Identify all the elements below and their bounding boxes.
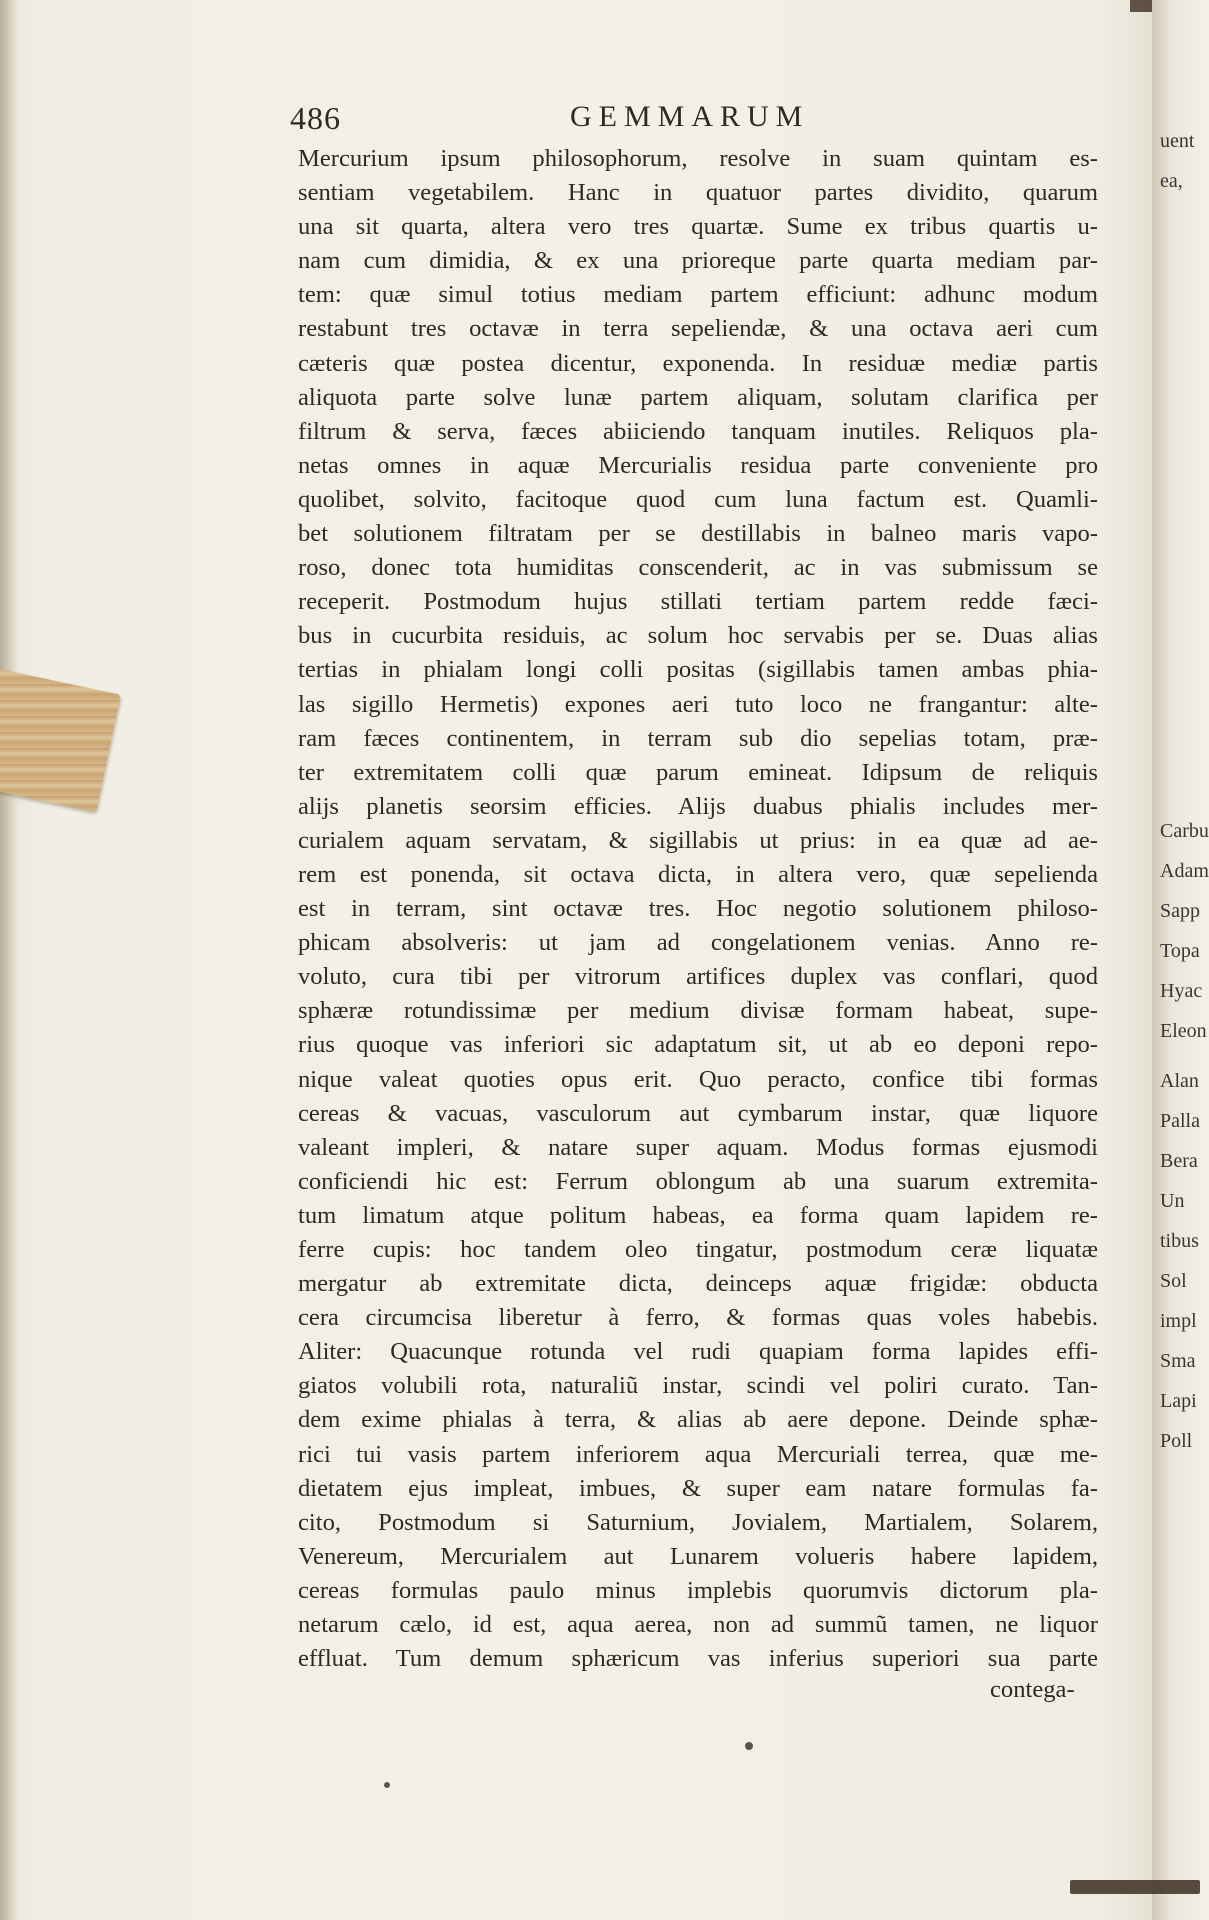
text-line: cæteris quæ postea dicentur, exponenda. In residuæ mediæ partis xyxy=(298,349,1098,377)
margin-fragment: Alan xyxy=(1160,1070,1199,1092)
text-line: tertias in phialam longi colli positas (sigillabis tamen ambas phia- xyxy=(298,656,1098,684)
margin-fragment: Topa xyxy=(1160,940,1200,962)
running-head xyxy=(260,100,1060,140)
binding-edge xyxy=(0,0,18,1920)
text-line: rius quoque vas inferiori sic adaptatum sit, ut ab eo deponi repo- xyxy=(298,1031,1098,1059)
text-line: dietatem ejus impleat, imbues, & super eam natare formulas fa- xyxy=(298,1474,1098,1502)
text-line: cereas & vacuas, vasculorum aut cymbarum instar, quæ liquore xyxy=(298,1099,1098,1127)
bottom-edge-stain xyxy=(1070,1880,1200,1894)
margin-fragment: Bera xyxy=(1160,1150,1198,1172)
main-text-block xyxy=(298,142,1098,1676)
margin-fragment: ea, xyxy=(1160,170,1183,192)
text-line: voluto, cura tibi per vitrorum artifices duplex vas conflari, quod xyxy=(298,963,1098,991)
text-line: Aliter: Quacunque rotunda vel rudi quapiam forma lapides effi- xyxy=(298,1338,1098,1366)
margin-fragment: Palla xyxy=(1160,1110,1200,1132)
text-line: bus in cucurbita residuis, ac solum hoc servabis per se. Duas alias xyxy=(298,622,1098,650)
text-line: rici tui vasis partem inferiorem aqua Mercuriali terrea, quæ me- xyxy=(298,1440,1098,1468)
text-line: dem exime phialas à terra, & alias ab aere depone. Deinde sphæ- xyxy=(298,1406,1098,1434)
text-line: tem: quæ simul totius mediam partem efficiunt: adhunc modum xyxy=(298,281,1098,309)
text-line: sphæræ rotundissimæ per medium divisæ formam habeat, supe- xyxy=(298,997,1098,1025)
margin-fragment: uent xyxy=(1160,130,1195,152)
text-line: giatos volubili rota, naturaliũ instar, scindi vel poliri curato. Tan- xyxy=(298,1372,1098,1400)
text-line: ferre cupis: hoc tandem oleo tingatur, postmodum ceræ liquatæ xyxy=(298,1236,1098,1263)
margin-fragment: Un xyxy=(1160,1190,1185,1212)
margin-fragment: Sapp xyxy=(1160,900,1200,922)
text-line: nique valeat quoties opus erit. Quo peracto, confice tibi formas xyxy=(298,1065,1098,1093)
text-line: filtrum & serva, fæces abiiciendo tanquam inutiles. Reliquos pla- xyxy=(298,417,1098,445)
text-line: las sigillo Hermetis) expones aeri tuto loco ne frangantur: alte- xyxy=(298,690,1098,718)
text-line: quolibet, solvito, facitoque quod cum luna factum est. Quamli- xyxy=(298,485,1098,513)
text-line: ram fæces continentem, in terram sub dio sepelias totam, præ- xyxy=(298,724,1098,752)
text-line: aliquota parte solve lunæ partem aliquam, solutam clarifica per xyxy=(298,383,1098,411)
ink-dot xyxy=(384,1782,390,1788)
margin-fragment: impl xyxy=(1160,1310,1197,1332)
text-line: nam cum dimidia, & ex una prioreque parte quarta mediam par- xyxy=(298,247,1098,275)
running-title: GEMMARUM xyxy=(570,100,810,133)
text-line: una sit quarta, altera vero tres quartæ. Sume ex tribus quartis u- xyxy=(298,213,1098,241)
text-line: alijs planetis seorsim efficies. Alijs duabus phialis includes mer- xyxy=(298,792,1098,820)
text-line: ter extremitatem colli quæ parum emineat. Idipsum de reliquis xyxy=(298,758,1098,786)
text-line: netarum cælo, id est, aqua aerea, non ad summũ tamen, ne liquor xyxy=(298,1611,1098,1639)
margin-fragment: Sol xyxy=(1160,1270,1187,1292)
text-line: cereas formulas paulo minus implebis quorumvis dictorum pla- xyxy=(298,1576,1098,1604)
text-line: valeant impleri, & natare super aquam. Modus formas ejusmodi xyxy=(298,1133,1098,1161)
text-line: effluat. Tum demum sphæricum vas inferius superiori sua parte xyxy=(298,1645,1098,1673)
text-line: cera circumcisa liberetur à ferro, & formas quas voles habebis. xyxy=(298,1304,1098,1332)
text-line: curialem aquam servatam, & sigillabis ut prius: in ea quæ ad ae- xyxy=(298,826,1098,854)
margin-fragment: Carbu xyxy=(1160,820,1209,842)
margin-fragment: Sma xyxy=(1160,1350,1196,1372)
text-line: netas omnes in aquæ Mercurialis residua parte conveniente pro xyxy=(298,451,1098,479)
wooden-bookmark xyxy=(0,668,121,812)
text-line: restabunt tres octavæ in terra sepeliendæ, & una octava aeri cum xyxy=(298,315,1098,343)
margin-fragment: tibus xyxy=(1160,1230,1199,1252)
text-line: sentiam vegetabilem. Hanc in quatuor partes dividito, quarum xyxy=(298,179,1098,207)
text-line: cito, Postmodum si Saturnium, Jovialem, Martialem, Solarem, xyxy=(298,1508,1098,1536)
text-line: phicam absolveris: ut jam ad congelationem venias. Anno re- xyxy=(298,929,1098,957)
ink-dot xyxy=(745,1742,753,1750)
text-line: Mercurium ipsum philosophorum, resolve in suam quintam es- xyxy=(298,145,1098,172)
text-line: Venereum, Mercurialem aut Lunarem volueris habere lapidem, xyxy=(298,1542,1098,1570)
text-line: est in terram, sint octavæ tres. Hoc negotio solutionem philoso- xyxy=(298,895,1098,923)
text-line: roso, donec tota humiditas conscenderit, ac in vas submissum se xyxy=(298,554,1098,582)
margin-fragment: Poll xyxy=(1160,1430,1193,1452)
text-line: tum limatum atque politum habeas, ea forma quam lapidem re- xyxy=(298,1201,1098,1229)
text-line: receperit. Postmodum hujus stillati tertiam partem redde fæci- xyxy=(298,588,1098,616)
text-line: conficiendi hic est: Ferrum oblongum ab una suarum extremita- xyxy=(298,1167,1098,1195)
margin-fragment: Lapi xyxy=(1160,1390,1197,1412)
margin-fragment: Hyac xyxy=(1160,980,1203,1002)
catchword: contega- xyxy=(990,1676,1075,1703)
page-number: 486 xyxy=(290,100,341,136)
margin-fragment: Eleon xyxy=(1160,1020,1207,1042)
text-line: bet solutionem filtratam per se destillabis in balneo maris vapo- xyxy=(298,520,1098,548)
facing-page-fragments xyxy=(1158,120,1209,1680)
margin-fragment: Adam xyxy=(1160,860,1209,882)
text-line: rem est ponenda, sit octava dicta, in altera vero, quæ sepelienda xyxy=(298,860,1098,888)
text-line: mergatur ab extremitate dicta, deinceps aquæ frigidæ: obducta xyxy=(298,1270,1098,1298)
